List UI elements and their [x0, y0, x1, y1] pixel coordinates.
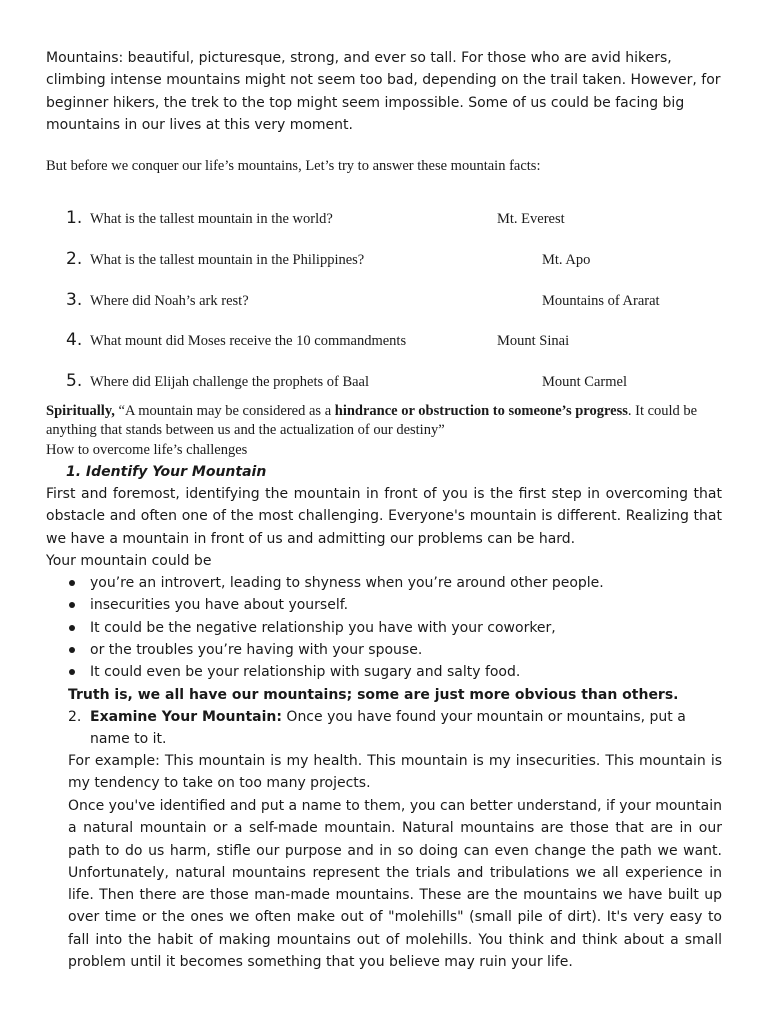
spiritual-lead: Spiritually, — [46, 403, 115, 419]
truth-statement: Truth is, we all have our mountains; some are just more obvious than others. — [68, 687, 679, 703]
step1-paragraph: First and foremost, identifying the mountain in front of you is the first step in overcoming that obstacle and often one of the most challenging. Everyone's mountain is different. Realizing that we have a mountain in front of us and admitting our problems can be hard. — [46, 486, 722, 547]
spiritual-quote-end: . It could be anything that stands between us and the actualization of our destiny” — [46, 403, 698, 438]
fact-answer: Mt. Everest — [497, 211, 565, 227]
fact-question: What is the tallest mountain in the Philippines? — [90, 251, 365, 268]
list-item — [66, 639, 726, 661]
step1-heading: 1. Identify Your Mountain — [66, 464, 267, 480]
intro-paragraph: Mountains: beautiful, picturesque, strong, and ever so tall. For those who are avid hikers, climbing intense mountains might not seem too bad, depending on the trail taken. However, for beginner hikers, the trek to the top might seem impossible. Some of us could be facing big mountains in our lives at this very moment. — [46, 50, 721, 133]
howto-heading: How to overcome life’s challenges — [46, 442, 248, 458]
fact-item — [66, 330, 726, 371]
facts-lead: But before we conquer our life’s mountains, Let’s try to answer these mountain facts: — [46, 158, 541, 174]
step2-text: Once you have found your mountain or mountains, put a name to it. — [90, 709, 686, 748]
fact-number: 4. — [66, 330, 83, 351]
bullet-icon — [69, 669, 75, 675]
fact-number: 1. — [66, 208, 83, 228]
mountain-examples-list — [66, 572, 726, 683]
fact-answer: Mount Sinai — [497, 333, 570, 350]
list-item-text: It could even be your relationship with sugary and salty food. — [90, 664, 521, 681]
fact-answer: Mountains of Ararat — [542, 292, 660, 309]
step2-item — [68, 706, 722, 751]
fact-number: 3. — [66, 289, 83, 310]
fact-answer: Mount Carmel — [542, 374, 627, 391]
spiritual-definition — [46, 402, 726, 440]
fact-question: Where did Elijah challenge the prophets of Baal — [90, 374, 370, 391]
bullet-icon — [69, 580, 75, 586]
spiritual-quote-start: “A mountain may be considered as a — [114, 403, 335, 419]
fact-question: Where did Noah’s ark rest? — [90, 292, 249, 309]
fact-item — [66, 290, 726, 331]
fact-item — [66, 249, 726, 290]
example-paragraph: For example: This mountain is my health. This mountain is my insecurities. This mountain is my tendency to take on too many projects. — [68, 753, 722, 792]
list-item-text: or the troubles you’re having with your spouse. — [90, 641, 423, 658]
mountain-could-be: Your mountain could be — [46, 553, 212, 569]
facts-list — [66, 208, 726, 412]
bullet-icon — [69, 625, 75, 631]
fact-item — [66, 208, 726, 249]
spiritual-quote-bold: hindrance or obstruction to someone’s progress — [334, 403, 628, 419]
step2-number: 2. — [68, 709, 82, 725]
list-item-text: insecurities you have about yourself. — [90, 597, 349, 614]
fact-answer: Mt. Apo — [542, 251, 591, 268]
fact-number: 2. — [66, 248, 83, 269]
bullet-icon — [69, 602, 75, 608]
list-item — [66, 617, 726, 639]
fact-question: What is the tallest mountain in the world? — [90, 211, 333, 227]
fact-question: What mount did Moses receive the 10 commandments — [90, 333, 407, 350]
list-item-text: you’re an introvert, leading to shyness when you’re around other people. — [90, 575, 604, 591]
list-item-text: It could be the negative relationship you have with your coworker, — [90, 619, 556, 636]
list-item — [66, 572, 726, 594]
explanation-paragraph: Once you've identified and put a name to them, you can better understand, if your mountain a natural mountain or a self-made mountain. Natural mountains are those that are in our path to do us harm, stifle our purpose and in so doing can even change the path we want. Unfortunately, natural mountains represent the trials and tribulations we all experience in life. Then there are those man-made mountains. These are the mountains we have built up over time or the ones we often make out of "molehills" (small pile of dirt). It's very easy to fall into the habit of making mountains out of molehills. You think and think about a small problem until it becomes something that you believe may ruin your life. — [68, 798, 722, 971]
list-item — [66, 661, 726, 683]
list-item — [66, 594, 726, 616]
step2-heading: Examine Your Mountain: — [90, 709, 282, 725]
fact-number: 5. — [66, 371, 83, 392]
bullet-icon — [69, 647, 75, 653]
